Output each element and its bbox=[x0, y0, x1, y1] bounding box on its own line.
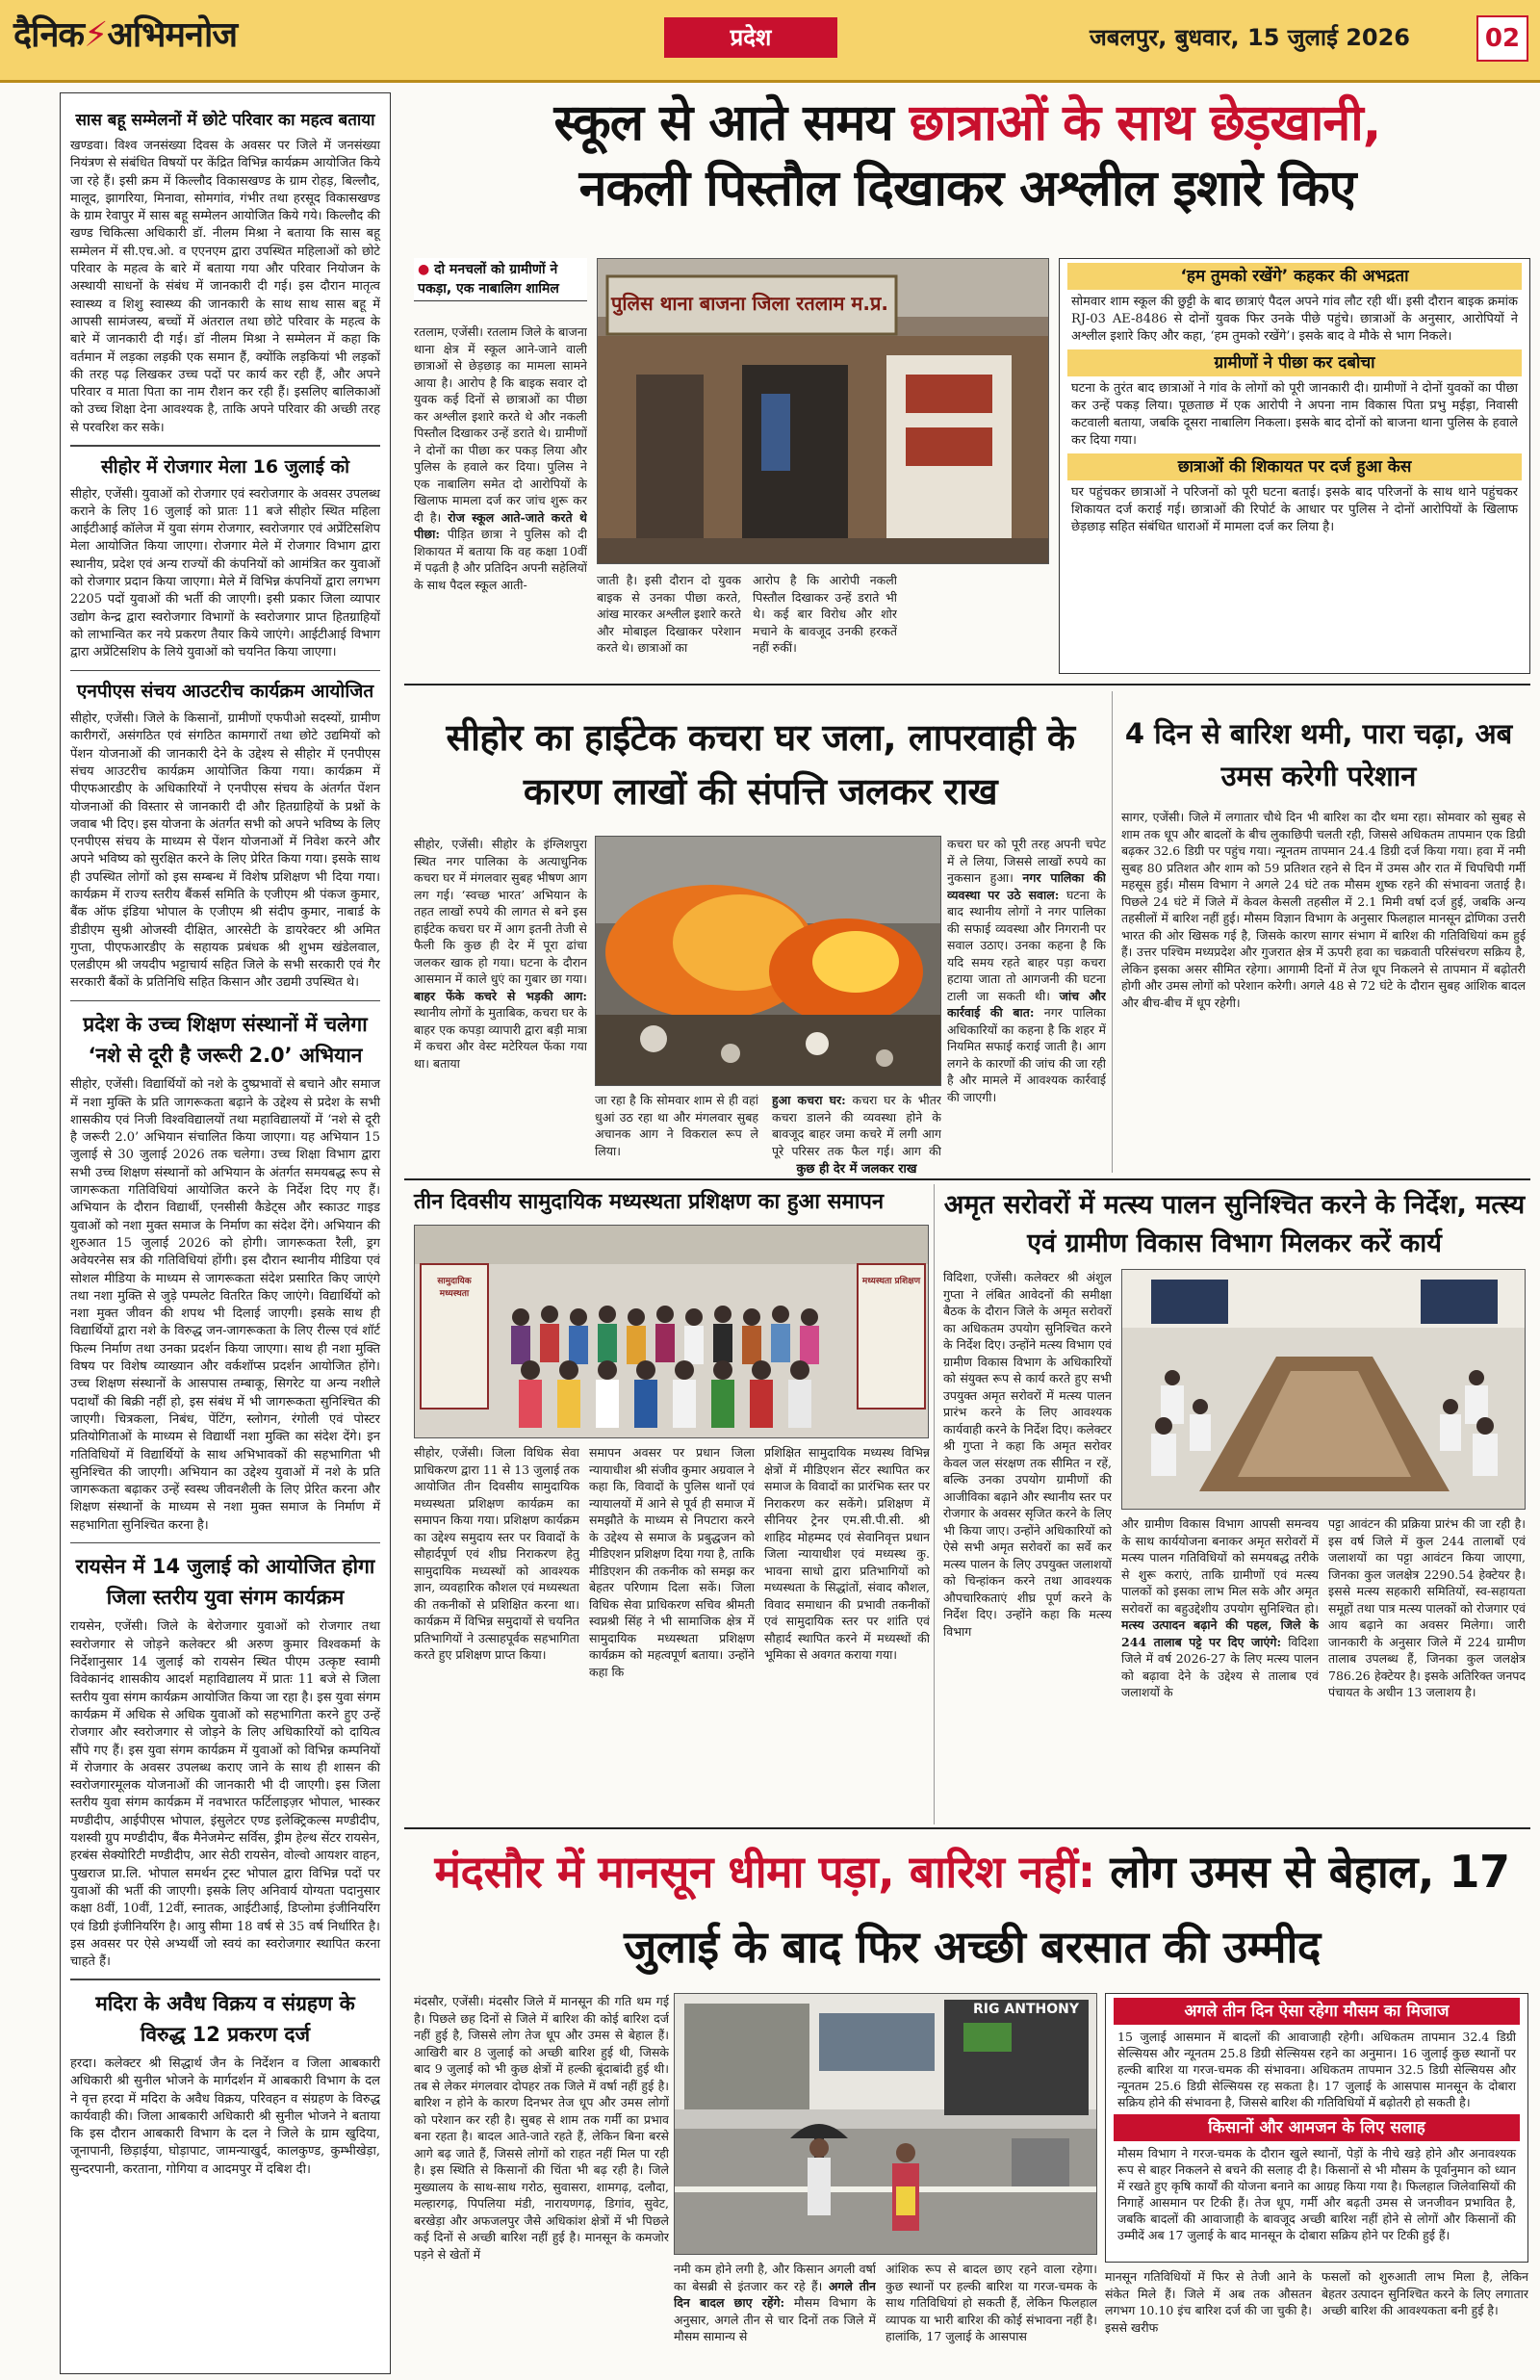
story4-col3 bbox=[764, 1444, 930, 1820]
sidebar-heading: छात्राओं की शिकायत पर दर्ज हुआ केस bbox=[1067, 453, 1522, 480]
sidebar-body: मौसम विभाग ने गरज-चमक के दौरान खुले स्थानों, पेड़ों के नीचे खड़े होने और अनावश्यक रूप से बाहर निकलने से बचने की सलाह दी है। किसानों से भी मौसम के पूर्वानुमान को ध्यान में रखते हुए कृषि कार्यों की योजना बनाने का आग्रह किया गया है। फिलहाल जिलेवासियों की निगाहें आसमान पर टिकी हैं। तेज धूप, गर्मी और बढ़ती उमस से जनजीवन प्रभावित है, जबकि बादलों की आवाजाही के बावजूद अच्छी बारिश नहीं होने से लोगों और किसानों की उम्मीदें अब 17 जुलाई के बाद मानसून के दोबारा सक्रिय होने पर टिकी हुई हैं। bbox=[1117, 2146, 1516, 2242]
story6-headline-red: मंदसौर में मानसून धीमा पड़ा, बारिश नहीं: bbox=[434, 1846, 1095, 1898]
fire-illustration bbox=[596, 837, 941, 1086]
left-story-headline[interactable]: सीहोर में रोजगार मेला 16 जुलाई को bbox=[100, 455, 350, 478]
story4-col2-text: समापन अवसर पर प्रधान जिला न्यायाधीश श्री संजीव कुमार अग्रवाल ने कहा कि, विवादों के पुलिस थानों एवं न्यायालयों में आने से पूर्व ही समाज में समझौते के माध्यम से निपटारा करने के उद्देश्य से समाज के प्रबुद्धजन को मीडिएशन प्रशिक्षण दिया गया है, ताकि मीडिएशन की तकनीक को समझ कर बेहतर परिणाम दिला सकें। जिला विधिक सेवा प्राधिकरण सचिव श्रीमती स्वप्नश्री सिंह ने भी सामाजिक क्षेत्र में सामुदायिक मध्यस्थता प्रशिक्षण कार्यक्रम को महत्वपूर्ण बताया। उन्होंने कहा कि bbox=[589, 1445, 755, 1679]
lead-headline-line2: नकली पिस्तौल दिखाकर अश्लील इशारे किए bbox=[578, 160, 1356, 218]
lead-headline-part2: छात्राओं के साथ छेड़खानी, bbox=[909, 94, 1381, 152]
story6-col1 bbox=[414, 1993, 669, 2373]
left-story-headline[interactable]: रायसेन में 14 जुलाई को आयोजित होगा जिला स्तरीय युवा संगम कार्यक्रम bbox=[75, 1555, 375, 1610]
lead-headline-part1: स्कूल से आते समय bbox=[553, 94, 893, 152]
newspaper-logo[interactable] bbox=[13, 10, 237, 57]
story6-col5 bbox=[1322, 2268, 1528, 2374]
sidebar-heading: किसानों और आमजन के लिए सलाह bbox=[1114, 2114, 1520, 2141]
story2-subhead: नगर पालिका की व्यवस्था पर उठे सवाल: bbox=[947, 870, 1106, 902]
meeting-illustration bbox=[1122, 1270, 1526, 1510]
story1-sidebar bbox=[1059, 258, 1530, 674]
lead-headline[interactable] bbox=[404, 91, 1530, 221]
story6-headline-black: लोग उमस से बेहाल, 17 जुलाई के बाद फिर अच्छी बरसात की उम्मीद bbox=[624, 1846, 1510, 1973]
story1-col1 bbox=[414, 323, 587, 670]
story4-col3-text: प्रशिक्षित सामुदायिक मध्यस्थ विभिन्न क्षेत्रों में मीडिएशन सेंटर स्थापित कर समाज के विवादों का प्रारंभिक स्तर पर निराकरण कर सकेंगे। प्रशिक्षण में सीनियर ट्रेनर एम.सी.पी.सी. श्री शाहिद मोहम्मद एवं सेवानिवृत्त प्रधान जिला न्यायाधीश एवं मध्यस्थ कु. भावना साधो द्वारा प्रतिभागियों को मध्यस्थता के सिद्धांतों, संवाद कौशल, विवाद समाधान की प्रभावी तकनीकों एवं सामुदायिक स्तर पर शांति एवं सौहार्द स्थापित करने में मध्यस्थों की भूमिका से अवगत कराया गया। bbox=[764, 1445, 930, 1662]
story2-subhead: जांच और कार्रवाई की बात: bbox=[947, 988, 1106, 1020]
group-photo[interactable] bbox=[414, 1225, 929, 1438]
story1-subhead: रोज स्कूल आते-जाते करते थे पीछा: bbox=[414, 509, 587, 541]
left-story-body: सीहोर, एजेंसी। जिले के किसानों, ग्रामीणों एफपीओ सदस्यों, ग्रामीण कारीगरों, असंगठित एवं संगठित कामगारों तथा छोटे उद्यमियों को पेंशन योजनाओं की जानकारी देने के उद्देश्य से सीहोर में एनपीएस संचय आउटरीच कार्यक्रम आयोजित किया गया। कार्यक्रम में पीएफआरडीए के अधिकारियों ने एनपीएस संचय के अंतर्गत पेंशन योजनाओं की विस्तार से जानकारी दी और हितग्राहियों के प्रश्नों के जवाब भी दिए। इस योजना के अंतर्गत सभी को अपने भविष्य के लिए एनपीएस संचय के माध्यम से पेंशन योजनाओं में निवेश करने और अपने भविष्य को सुरक्षित करने के लिए प्रेरित किया गया। इसके साथ ही उपस्थित लोगों को इस सम्बन्ध में विशेष प्रशिक्षण भी दिया गया। कार्यक्रम में राज्य स्तरीय बैंकर्स समिति के एजीएम श्री पंकज कुमार, बैंक ऑफ इंडिया भोपाल के एजीएम श्री संदीप कुमार, नाबार्ड के डीडीएम सुश्री ओजस्वी दीक्षित, आरसेटी के डायरेक्टर श्री अमित गुप्ता, पीएफआरडीए के सहायक प्रबंधक श्री शुभम खंडेलवाल, एलडीएम श्री जयदीप भट्टाचार्य सहित जिले के सभी सरकारी एवं गैर सरकारी बैंकों के प्रतिनिधि सहित किसान और उद्यमी उपस्थित थे। bbox=[70, 711, 380, 991]
story5-col3 bbox=[1328, 1515, 1526, 1824]
left-story-headline[interactable]: मदिरा के अवैध विक्रय व संग्रहण के विरुद्ध 12 प्रकरण दर्ज bbox=[95, 1991, 355, 2046]
logo-text-right: अभिमनोज bbox=[107, 15, 238, 55]
dateline: जबलपुर, बुधवार, 15 जुलाई 2026 bbox=[1090, 24, 1411, 51]
story5-col2-text: और ग्रामीण विकास विभाग आपसी समन्वय के साथ कार्ययोजना बनाकर अमृत सरोवरों में मत्स्य पालन गतिविधियों को समयबद्ध तरीके से शुरू कराएं, ताकि ग्रामीणों एवं मत्स्य पालकों को इसका लाभ मिल सके और अमृत सरोवरों का बहुउद्देशीय उपयोग सुनिश्चित हो। bbox=[1121, 1516, 1319, 1616]
left-story-headline[interactable]: प्रदेश के उच्च शिक्षण संस्थानों में चलेगा ‘नशे से दूरी है जरूरी 2.0’ अभियान bbox=[83, 1013, 368, 1068]
story5-subhead: मत्स्य उत्पादन बढ़ाने की पहल, जिले के 244 तालाब पट्टे पर दिए जाएंगे: bbox=[1121, 1617, 1319, 1649]
bullet-icon: ● bbox=[418, 262, 435, 277]
column-divider bbox=[934, 1184, 935, 1824]
divider bbox=[70, 1000, 380, 1002]
story2-col1 bbox=[414, 836, 587, 1163]
banner-left-text: सामुदायिक मध्यस्थता bbox=[437, 1277, 472, 1299]
story5-col2 bbox=[1121, 1515, 1319, 1824]
section-tab[interactable]: प्रदेश bbox=[664, 17, 837, 58]
story5-col3-text: पट्टा आवंटन की प्रक्रिया प्रारंभ की जा रही है। इस वर्ष जिले में कुल 244 तालाबों एवं जलाशयों का पट्टा आवंटन किया जाएगा, जिनका कुल जलक्षेत्र 2290.54 हेक्टेयर है। इससे मत्स्य सहकारी समितियों, स्व-सहायता समूहों तथा पात्र मत्स्य पालकों को रोजगार एवं आय बढ़ाने का अवसर मिलेगा। जारी जानकारी के अनुसार जिले में 224 ग्रामीण तालाब उपलब्ध हैं, जिनका कुल जलक्षेत्र 786.26 हेक्टेयर है। इसके अतिरिक्त जनपद पंचायत के अधीन 13 जलाशय है। bbox=[1328, 1516, 1526, 1699]
sidebar-body: घर पहुंचकर छात्राओं ने परिजनों को पूरी घटना बताई। इसके बाद परिजनों के साथ थाने पहुंचकर शिकायत दर्ज कराई गई। छात्राओं की रिपोर्ट के आधार पर पुलिस ने दोनों आरोपियों के खिलाफ छेड़छाड़ सहित संबंधित धाराओं में मामला दर्ज कर लिया है। bbox=[1071, 485, 1518, 534]
story2-col4b-text: घटना के बाद स्थानीय लोगों ने नगर पालिका की सफाई व्यवस्था और निगरानी पर सवाल उठाए। उनका कहना है कि यदि समय रहते बाहर पड़ा कचरा हटाया जाता तो आगजनी की घटना टाली जा सकती थी। bbox=[947, 887, 1106, 1003]
story6-sidebar bbox=[1105, 1993, 1528, 2263]
story6-col5-text: फसलों को शुरुआती लाभ मिला है, लेकिन बेहतर उत्पादन सुनिश्चित करने के लिए लगातार अच्छी बारिश की आवश्यकता बनी हुई है। bbox=[1322, 2269, 1528, 2317]
story5-col1-text: विदिशा, एजेंसी। कलेक्टर श्री अंशुल गुप्ता ने लंबित आवेदनों की समीक्षा बैठक के दौरान जिले के अमृत सरोवरों का अधिकतम उपयोग सुनिश्चित करने के निर्देश दिए। उन्होंने मत्स्य विभाग एवं ग्रामीण विकास विभाग के अधिकारियों को संयुक्त रूप से कार्य करते हुए सभी उपयुक्त अमृत सरोवरों में मत्स्य पालन प्रारंभ करने के लिए आवश्यक कार्यवाही करने के निर्देश दिए। कलेक्टर श्री गुप्ता ने कहा कि अमृत सरोवर केवल जल संरक्षण तक सीमित न रहें, बल्कि उनका उपयोग ग्रामीणों की आजीविका बढ़ाने और स्थानीय स्तर पर रोजगार के अवसर सृजित करने के लिए भी किया जाए। उन्होंने अधिकारियों को ऐसे सभी अमृत सरोवरों का सर्वे कर मत्स्य पालन के लिए उपयुक्त जलाशयों को चिन्हांकन करने तथा आवश्यक औपचारिकताएं शीघ्र पूर्ण करने के निर्देश दिए। उन्होंने कहा कि मत्स्य विभाग bbox=[943, 1270, 1112, 1639]
section-divider bbox=[404, 1827, 1530, 1829]
left-story-headline[interactable]: सास बहू सम्मेलनों में छोटे परिवार का महत्व बताया bbox=[75, 111, 375, 130]
story1-kicker-block bbox=[414, 258, 587, 318]
meeting-photo[interactable] bbox=[1121, 1269, 1526, 1510]
story2-col4 bbox=[947, 836, 1106, 1173]
page-number: 02 bbox=[1476, 15, 1528, 62]
story6-col3 bbox=[886, 2261, 1097, 2374]
section-divider bbox=[404, 684, 1530, 686]
logo-text-left: दैनिक bbox=[13, 15, 85, 55]
story2-col3-text: कचरा घर के भीतर कचरा डालने की व्यवस्था होने के बावजूद बाहर जमा कचरे में लगी आग पूरे परिसर तक फैल गई। आग की bbox=[772, 1093, 941, 1158]
masthead bbox=[0, 0, 1540, 83]
lightning-icon: ⚡ bbox=[84, 15, 108, 55]
story2-col1-text: सीहोर, एजेंसी। सीहोर के इंग्लिशपुरा स्थित नगर पालिका के अत्याधुनिक कचरा घर में मंगलवार सुबह भीषण आग लग गई। ‘स्वच्छ भारत’ अभियान के तहत लाखों रुपये की लागत से बने इस हाईटेक कचरा घर में आग इतनी तेजी से फैली कि कुछ ही देर में पूरा ढांचा जलकर खाक हो गया। घटना के दौरान आसमान में काले धुएं का गुबार छा गया। bbox=[414, 837, 587, 986]
story1-kicker bbox=[414, 258, 587, 301]
left-story-body: हरदा। कलेक्टर श्री सिद्धार्थ जैन के निर्देशन व जिला आबकारी अधिकारी श्री सुनील भोजने के मार्गदर्शन में आबकारी विभाग के दल ने वृत्त हरदा में मदिरा के अवैध विक्रय, परिवहन व संग्रहण के विरुद्ध कार्यवाही की। जिला आबकारी अधिकारी श्री सुनील भोजने ने बताया कि इस दौरान आबकारी विभाग के दल ने जिले के ग्राम खुदिया, जूनापानी, छिड़ाईया, घोड़ापाट, जामन्याखुर्द, कालकुण्ड, कुम्भीखेड़ा, सुन्दरपानी, करताना, गोगिया व आदमपुर में दबिश दी। bbox=[70, 2056, 380, 2177]
left-story-body: सीहोर, एजेंसी। विद्यार्थियों को नशे के दुष्प्रभावों से बचाने और समाज में नशा मुक्ति के प्रति जागरूकता बढ़ाने के उद्देश्य से प्रदेश के सभी शासकीय एवं निजी विश्वविद्यालयों तथा महाविद्यालयों में ‘नशे से दूरी है जरूरी 2.0’ अभियान संचालित किया जाएगा। यह अभियान 15 जुलाई से 30 जुलाई 2026 तक चलेगा। उच्च शिक्षा विभाग द्वारा सभी उच्च शिक्षण संस्थानों को अभियान के अंतर्गत समयबद्ध रूप से जागरूकता गतिविधियां आयोजित करने के निर्देश दिए गए हैं। अभियान के दौरान विद्यार्थी, एनसीसी कैडेट्स और स्काउट गाइड युवाओं को नशा मुक्त समाज के निर्माण का संदेश देंगे। अभियान की शुरुआत 15 जुलाई 2026 को होगी। जागरूकता रैली, ड्रग अवेयरनेस सत्र की गतिविधियां होंगी। इस दौरान स्थानीय मीडिया एवं सोशल मीडिया के माध्यम से जागरूकता संदेश प्रसारित किए जाएंगे तथा नशा मुक्ति से जुड़े पम्पलेट वितरित किए जाएंगे। विद्यार्थियों को नशा मुक्त जीवन की शपथ भी दिलाई जाएगी। इसके साथ ही विद्यार्थियों द्वारा नशे के विरुद्ध जन-जागरूकता के लिए रील्स एवं शॉर्ट फिल्म निर्माण तथा उनका प्रदर्शन किया जाएगा। साथ ही नशा मुक्ति विषय पर विशेष व्याख्यान और वर्कशॉप्स प्रदर्शन आयोजित होंगे। उच्च शिक्षण संस्थानों के आसपास तम्बाकू, सिगरेट या अन्य नशीले पदार्थों की बिक्री नहीं हो, इस संबंध में भी जागरूकता सुनिश्चित की जाएगी। चित्रकला, निबंध, पेंटिंग, स्लोगन, रंगोली एवं पोस्टर प्रतियोगिताओं के माध्यम से विद्यार्थी नशा मुक्ति का संदेश देंगे। इन गतिविधियों में विद्यार्थियों के साथ अभिभावकों की सहभागिता भी सुनिश्चित की जाएगी। अभियान का उद्देश्य युवाओं में नशे के प्रति जागरूकता बढ़ाकर उन्हें स्वस्थ जीवनशैली के लिए प्रेरित करना और शिक्षण संस्थानों के माध्यम से नशा मुक्त समाज के निर्माण में सहभागिता सुनिश्चित करना है। bbox=[70, 1077, 380, 1533]
shop-sign-text: RIG ANTHONY bbox=[973, 2002, 1079, 2017]
group-photo-illustration bbox=[415, 1226, 929, 1438]
fire-photo-caption: कुछ ही देर में जलकर राख bbox=[796, 1162, 917, 1177]
divider bbox=[70, 1542, 380, 1544]
story2-col4-text: कचरा घर को पूरी तरह अपनी चपेट में ले लिया, जिससे लाखों रुपये का नुकसान हुआ। bbox=[947, 837, 1106, 885]
story6-col2 bbox=[674, 2261, 876, 2374]
sidebar-body: 15 जुलाई आसमान में बादलों की आवाजाही रहेगी। अधिकतम तापमान 32.4 डिग्री सेल्सियस और न्यूनतम 25.8 डिग्री सेल्सियस रहने का अनुमान। 16 जुलाई कुछ स्थानों पर हल्की बारिश या गरज-चमक की संभावना। अधिकतम तापमान 32.5 डिग्री सेल्सियस और न्यूनतम 25.6 डिग्री सेल्सियस रह सकता है। 17 जुलाई के आसपास मानसून के दोबारा सक्रिय होने की संभावना है, जिससे बारिश की गतिविधियों में बढ़ोतरी हो सकती है। bbox=[1117, 2030, 1516, 2109]
story6-col4 bbox=[1105, 2268, 1312, 2374]
story2-col2 bbox=[595, 1092, 758, 1178]
sidebar-heading: अगले तीन दिन ऐसा रहेगा मौसम का मिजाज bbox=[1114, 1998, 1520, 2025]
banner-right-text: मध्यस्थता प्रशिक्षण bbox=[861, 1277, 921, 1286]
left-story-body: सीहोर, एजेंसी। युवाओं को रोजगार एवं स्वरोजगार के अवसर उपलब्ध कराने के लिए 16 जुलाई को प्रातः 11 बजे सीहोर स्थित महिला आईटीआई कॉलेज में युवा संगम रोजगार, स्वरोजगार एवं अप्रेंटिसशिप मेला आयोजित किया जाएगा। रोजगार मेले में रोजगार विभाग द्वारा स्थानीय, प्रदेश एवं अन्य राज्यों की कंपनियों को आमंत्रित कर युवाओं को रोजगार प्रदान किया जाएगा। मेले में विभिन्न कंपनियों द्वारा लगभग 2205 पदों युवाओं की भर्ती की जाएगी। इसी प्रकार जिला व्यापार उद्योग केन्द्र द्वारा स्वरोजगार विभागों के स्वरोजगार प्राप्त हितग्राहियों को लाभान्वित कर नये प्रकरण तैयार किये जाएंगे। आईटीआई विभाग द्वारा अप्रेंटिसशिप के लिये युवाओं को चयनित किया जाएगा। bbox=[70, 486, 380, 660]
divider bbox=[70, 1979, 380, 1980]
story3-body-text: सागर, एजेंसी। जिले में लगातार चौथे दिन भी बारिश का दौर थमा रहा। सोमवार को सुबह से शाम तक धूप और बादलों के बीच लुकाछिपी चलती रही, जिससे अधिकतम तापमान एक डिग्री बढ़कर 32.6 डिग्री पर पहुंच गया। न्यूनतम तापमान 24.4 डिग्री दर्ज किया गया। हवा में नमी सुबह 80 प्रतिशत और शाम को 59 प्रतिशत रहने से दिन में उमस और रात में चिपचिपी गर्मी महसूस हुई। मौसम विभाग ने अगले 24 घंटे तक मौसम शुष्क रहने की संभावना जताई है। पिछले 24 घंटे में जिले में केवल केसली तहसील में 2.1 मिमी वर्षा दर्ज हुई, जबकि अन्य तहसीलों में बारिश नहीं हुई। मौसम विज्ञान विभाग के अनुसार फिलहाल मानसून द्रोणिका उत्तरी भारत की ओर खिसक गई है, जिसके कारण सागर संभाग में बारिश की गतिविधियां कम हुई हैं। उत्तर पश्चिम मध्यप्रदेश और गुजरात क्षेत्र में ऊपरी हवा का चक्रवाती परिसंचरण सक्रिय है, लेकिन इसका असर सीमित रहेगा। आगामी दिनों में तेज धूप निकलने से तापमान में बढ़ोतरी होगी और उमस लोगों को परेशान करेगी। अगले 48 से 72 घंटे के दौरान सुबह आंशिक बादल और बीच-बीच में धूप रहेगी। bbox=[1121, 810, 1526, 1010]
story5-col1 bbox=[943, 1269, 1112, 1823]
story4-headline[interactable]: तीन दिवसीय सामुदायिक मध्यस्थता प्रशिक्षण का हुआ समापन bbox=[414, 1190, 885, 1214]
left-story-headline[interactable]: एनपीएस संचय आउटरीच कार्यक्रम आयोजित bbox=[76, 681, 374, 703]
story4-col1-text: सीहोर, एजेंसी। जिला विधिक सेवा प्राधिकरण द्वारा 11 से 13 जुलाई तक आयोजित तीन दिवसीय सामुदायिक मध्यस्थता प्रशिक्षण कार्यक्रम का समापन किया गया। प्रशिक्षण कार्यक्रम का उद्देश्य समुदाय स्तर पर विवादों के सौहार्दपूर्ण एवं शीघ्र निराकरण हेतु सामुदायिक मध्यस्थों को आवश्यक ज्ञान, व्यवहारिक कौशल एवं मध्यस्थता की तकनीकों से प्रशिक्षित करना था। कार्यक्रम में विभिन्न समुदायों से चयनित प्रतिभागियों ने उत्साहपूर्वक सहभागिता करते हुए प्रशिक्षण प्राप्त किया। bbox=[414, 1445, 579, 1662]
story6-col4-text: मानसून गतिविधियों में फिर से तेजी आने के संकेत मिले हैं। जिले में अब तक औसतन लगभग 10.10 इंच बारिश दर्ज की जा चुकी है। इससे खरीफ bbox=[1105, 2269, 1312, 2335]
fire-photo[interactable] bbox=[595, 836, 941, 1086]
story5-headline[interactable]: अमृत सरोवरों में मत्स्य पालन सुनिश्चित करने के निर्देश, मत्स्य एवं ग्रामीण विकास विभाग मिलकर करें कार्य bbox=[943, 1190, 1526, 1258]
street-illustration bbox=[675, 1994, 1097, 2255]
story1-col3-text: आरोप है कि आरोपी नकली पिस्तौल दिखाकर उन्हें डराते भी थे। कई बार विरोध और शोर मचाने के बावजूद उनकी हरकतें नहीं रुकीं। bbox=[753, 573, 897, 655]
story5-col2b-text: विदिशा जिले में वर्ष 2026-27 के लिए मत्स्य पालन को बढ़ावा देने के उद्देश्य से तालाब एवं जलाशयों के bbox=[1121, 1634, 1319, 1699]
story2-col2-text: जा रहा है कि सोमवार शाम से ही वहां धुआं उठ रहा था और मंगलवार सुबह अचानक आग ने विकराल रूप ले लिया। bbox=[595, 1093, 758, 1158]
street-photo[interactable] bbox=[674, 1993, 1097, 2255]
left-story-body: खण्डवा। विश्व जनसंख्या दिवस के अवसर पर जिले में जनसंख्या नियंत्रण से संबंधित विषयों पर केंद्रित विभिन्न कार्यक्रम आयोजित किये जा रहे हैं। इसी क्रम में किल्लौद विकासखण्ड के ग्राम रोहड़, बिल्लौद, मालूद, झागरिया, मिनावा, सोमगांव, गंभीर तथा हरसूद विकासखण्ड के ग्राम रेवापुर में सास बहू सम्मेलन आयोजित किये गये। किल्लौद की खण्ड चिकित्सा अधिकारी डॉ. नीलम मिश्रा ने बताया कि सास बहू सम्मेलन में सी.एच.ओ. व एएनएम द्वारा उपस्थित महिलाओं को छोटे परिवार के महत्व के बारे में बताया गया और परिवार नियोजन के अस्थायी साधनों के संबंध में जानकारी दी गई। इस दौरान मातृत्व स्वास्थ्य व शिशु स्वास्थ्य की जानकारी के साथ साथ सास बहू में आपसी सामंजस्य, बच्चों में अंतराल तथा छोटे परिवार के महत्व के बारे में जानकारी दी गई। डॉ नीलम मिश्रा ने सम्मेलन में कहा कि वर्तमान में लड़का लड़की एक समान हैं, क्योंकि लड़कियां भी लड़कों की तरह पढ़ लिखकर उच्च पदों पर कार्य कर रही हैं, और अपने परिवार व माता पिता का नाम रौशन कर रही हैं। इसलिए बालिकाओं को उच्च शिक्षा देना आवश्यक है, ताकि अपने परिवार की अच्छी तरह से परवरिश कर सके। bbox=[70, 139, 380, 435]
divider bbox=[70, 670, 380, 672]
police-sign-text: पुलिस थाना बाजना जिला रतलाम म.प्र. bbox=[611, 292, 888, 315]
story1-col2-text: जाती है। इसी दौरान दो युवक बाइक से उनका पीछा करते, आंख मारकर अश्लील इशारे करते और मोबाइल दिखाकर परेशान करते थे। छात्राओं का bbox=[597, 573, 741, 655]
story6-headline[interactable] bbox=[414, 1834, 1530, 1984]
story1-kicker-text: दो मनचलों को ग्रामीणों ने पकड़ा, एक नाबालिग शामिल bbox=[418, 262, 559, 297]
story4-col1 bbox=[414, 1444, 579, 1820]
story3-headline[interactable]: 4 दिन से बारिश थमी, पारा चढ़ा, अब उमस करेगी परेशान bbox=[1124, 717, 1513, 792]
story6-col2b-text: मौसम विभाग के अनुसार, अगले तीन से चार दिनों तक जिले में मौसम सामान्य से bbox=[674, 2295, 876, 2343]
sidebar-heading: ‘हम तुमको रखेंगे’ कहकर की अभद्रता bbox=[1067, 263, 1522, 290]
story2-subhead: बाहर फेंके कचरे से भड़की आग: bbox=[414, 988, 587, 1003]
sidebar-body: सोमवार शाम स्कूल की छुट्टी के बाद छात्राएं पैदल अपने गांव लौट रही थीं। इसी दौरान बाइक क्रमांक RJ-03 AE-8486 से दोनों युवक फिर उनके पीछे पहुंचे। छात्राओं के अनुसार, आरोपियों ने अश्लील इशारे किए और कहा, ‘हम तुमको रखेंगे’। इसके बाद वे मौके से भाग निकले। bbox=[1071, 295, 1518, 344]
story4-col2 bbox=[589, 1444, 755, 1820]
story1-col1b-text: पीड़ित छात्रा ने पुलिस को दी शिकायत में बताया कि वह कक्षा 10वीं में पढ़ती है और प्रतिदिन अपनी सहेलियों के साथ पैदल स्कूल आती- bbox=[414, 527, 587, 592]
divider bbox=[70, 445, 380, 447]
story2-headline[interactable]: सीहोर का हाईटेक कचरा घर जला, लापरवाही के कारण लाखों की संपत्ति जलकर राख bbox=[446, 716, 1075, 813]
story1-col1-text: रतलाम, एजेंसी। रतलाम जिले के बाजना थाना क्षेत्र में स्कूल आने-जाने वाली छात्राओं से छेड़छाड़ का मामला सामने आया है। आरोप है कि बाइक सवार दो युवक कई दिनों से छात्राओं का पीछा कर अश्लील इशारे करते थे और नकली पिस्तौल दिखाकर उन्हें डराते थे। ग्रामीणों ने दोनों का पीछा कर पकड़ लिया और पुलिस के हवाले कर दिया। पुलिस ने एक नाबालिग समेत दो आरोपियों के खिलाफ मामला दर्ज कर जांच शुरू कर दी है। bbox=[414, 324, 587, 525]
story1-col3 bbox=[753, 572, 897, 672]
police-station-photo[interactable] bbox=[597, 258, 1049, 564]
story6-col3-text: आंशिक रूप से बादल छाए रहने वाला रहेगा। कुछ स्थानों पर हल्की बारिश या गरज-चमक के साथ गतिविधियां हो सकती हैं, लेकिन फिलहाल व्यापक या भारी बारिश की कोई संभावना नहीं है। हालांकि, 17 जुलाई के आसपास bbox=[886, 2262, 1097, 2343]
left-column bbox=[60, 92, 391, 2374]
story2-col3 bbox=[772, 1092, 941, 1159]
story6-subhead: अगले तीन दिन बादल छाए रहेंगे: bbox=[674, 2278, 876, 2310]
story2-subhead: हुआ कचरा घर: bbox=[772, 1093, 846, 1107]
sidebar-heading: ग्रामीणों ने पीछा कर दबोचा bbox=[1067, 349, 1522, 376]
section-divider bbox=[404, 1178, 1530, 1180]
story2-col4c-text: नगर पालिका अधिकारियों का कहना है कि शहर में नियमित सफाई कराई जाती है। आग लगने के कारणों की जांच की जा रही है और मामले में आवश्यक कार्रवाई की जाएगी। bbox=[947, 1005, 1106, 1104]
story6-col1-text: मंदसौर, एजेंसी। मंदसौर जिले में मानसून की गति थम गई है। पिछले छह दिनों से जिले में बारिश की कोई बारिश दर्ज नहीं हुई है, जिससे लोग तेज धूप और उमस से बेहाल हैं। आखिरी बार 8 जुलाई को अच्छी बारिश हुई थी, जिसके बाद 9 जुलाई को भी कुछ क्षेत्रों में हल्की बूंदाबांदी हुई थी। तब से लेकर मंगलवार दोपहर तक जिले में वर्षा नहीं हुई है। बारिश न होने के कारण दिनभर तेज धूप और उमस लोगों को परेशान कर रही है। सुबह से शाम तक गर्मी का प्रभाव बना रहता है। बादल आते-जाते रहते हैं, लेकिन बिना बरसे आगे बढ़ जाते हैं, जिससे लोगों को राहत नहीं मिल पा रही है। इस स्थिति से किसानों की चिंता भी बढ़ रही है। जिले मुख्यालय के साथ-साथ गरोठ, सुवासरा, शामगढ़, दलौदा, मल्हारगढ़, पिपलिया मंडी, नारायणगढ़, डिगांव, सुवेट, बरखेड़ा और अफजलपुर जैसे अधिकांश क्षेत्रों में भी पिछले कई दिनों से अच्छी बारिश नहीं हुई है। मानसून के कमजोर पड़ने से खेतों में bbox=[414, 1994, 669, 2262]
story3-body bbox=[1121, 809, 1526, 1175]
story2-col1b-text: स्थानीय लोगों के मुताबिक, कचरा घर के बाहर एक कपड़ा व्यापारी द्वारा बड़ी मात्रा में कचरा और वेस्ट मटेरियल फेंका गया था। बताया bbox=[414, 1005, 587, 1071]
left-story-body: रायसेन, एजेंसी। जिले के बेरोजगार युवाओं को रोजगार तथा स्वरोजगार से जोड़ने कलेक्टर श्री अरुण कुमार विश्वकर्मा के निर्देशानुसार 14 जुलाई को रायसेन स्थित पीएम उत्कृष्ट स्वामी विवेकानंद शासकीय आदर्श महाविद्यालय में प्रातः 11 बजे से जिला स्तरीय युवा संगम कार्यक्रम आयोजित किया जा रहा है। इस युवा संगम कार्यक्रम में अधिक से अधिक युवाओं को सहभागिता करने हुए उन्हें रोजगार और स्वरोजगार से जोड़ने के लिए अधिकारियों को दायित्व सौंपे गए हैं। इस युवा संगम कार्यक्रम में युवाओं को विभिन्न कम्पनियों में रोजगार के अवसर उपलब्ध कराए जाने के साथ ही शासन की स्वरोजगारमूलक योजनाओं की जानकारी भी दी जाएगी। इस जिला स्तरीय युवा संगम कार्यक्रम में नवभारत फर्टिलाइज़र भोपाल, भास्कर मण्डीदीप, आईपीएस भोपाल, इंसुलेटर एण्ड इलेक्ट्रिकल्स मण्डीदीप, यशस्वी ग्रुप मण्डीदीप, बैंक मैनेजमेन्ट सर्विस, ड्रीम हेल्थ सेंटर रायसेन, हरबंस सेक्योरिटी मण्डीदीप, आर सेठी रायसेन, वोल्वो आयशर वाहन, पुखराज प्रा.लि. भोपाल समर्थन ट्रस्ट भोपाल द्वारा विभिन्न पदों पर युवाओं की भर्ती की जाएगी। इसके लिए अनिवार्य योग्यता पदानुसार कक्षा 8वीं, 10वीं, 12वीं, स्नातक, आईटीआई, डिप्लोमा इंजीनियरिंग एवं डिग्री इंजीनियरिंग है। आयु सीमा 18 वर्ष से 35 वर्ष निर्धारित है। इस अवसर पर ऐसे अभ्यर्थी जो स्वयं का स्वरोजगार स्थापित करना चाहते हैं। bbox=[70, 1619, 380, 1970]
story1-col2 bbox=[597, 572, 741, 672]
column-divider bbox=[1112, 691, 1113, 1173]
story1-col4 bbox=[909, 572, 1049, 672]
sidebar-body: घटना के तुरंत बाद छात्राओं ने गांव के लोगों को पूरी जानकारी दी। ग्रामीणों ने दोनों युवकों का पीछा कर उन्हें पकड़ लिया। पूछताछ में एक आरोपी ने अपना नाम विकास पिता प्रभु मईड़ा, निवासी कटवाली बताया, जबकि दूसरा नाबालिग निकला। इसके बाद दोनों को बाजना थाना पुलिस के हवाले कर दिया गया। bbox=[1071, 381, 1518, 448]
story6-col2-text: नमी कम होने लगी है, और किसान अगली वर्षा का बेसब्री से इंतजार कर रहे हैं। bbox=[674, 2262, 876, 2293]
